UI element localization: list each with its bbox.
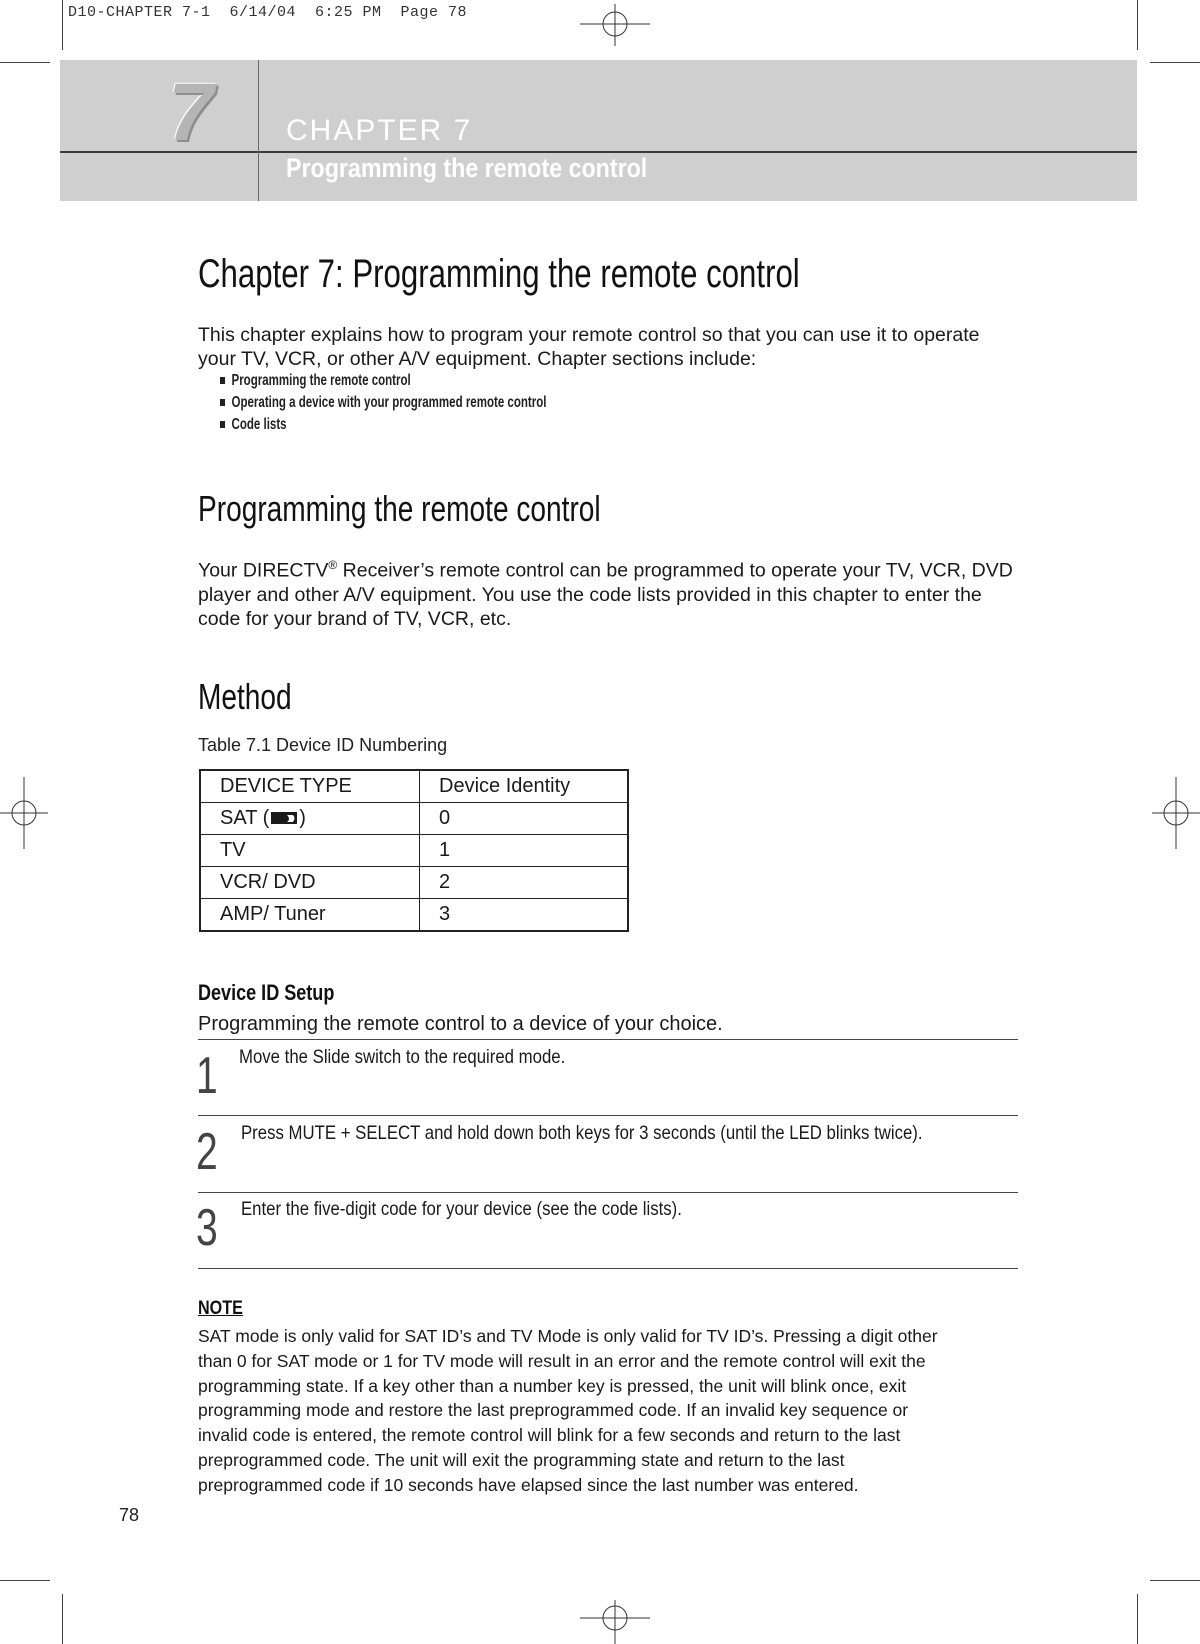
crop-mark (1150, 1580, 1200, 1581)
step-number: 1 (196, 1047, 218, 1105)
column-header: DEVICE TYPE (200, 770, 420, 803)
table-row (200, 835, 628, 867)
step-divider (198, 1268, 1018, 1269)
table-caption: Table 7.1 Device ID Numbering (198, 735, 448, 755)
chapter-subtitle: Programming the remote control (286, 153, 648, 183)
step-divider (198, 1039, 1018, 1040)
device-type-cell: SAT ( ) (200, 803, 420, 835)
device-identity-cell: 3 (420, 899, 629, 932)
crop-mark (1137, 0, 1138, 50)
device-type-cell: AMP/ Tuner (200, 899, 420, 932)
step-text: Enter the five-digit code for your device (see the code lists). (241, 1198, 682, 1220)
crop-mark (1150, 62, 1200, 63)
step-number: 3 (196, 1199, 218, 1257)
table-row (200, 867, 628, 899)
header-vertical-divider (258, 60, 259, 201)
step-text: Press MUTE + SELECT and hold down both keys for 3 seconds (until the LED blinks twice). (241, 1122, 923, 1144)
section-paragraph: Your DIRECTV® Receiver’s remote control can be programmed to operate your TV, VCR, DVD player and other A/V equipment. You use the code lists provided in this chapter to enter the code for your brand of TV, VCR, etc. (198, 558, 1013, 630)
device-identity-cell: 0 (420, 803, 629, 835)
section-list (220, 370, 673, 436)
step-divider (198, 1192, 1018, 1193)
chapter-number: 7 (168, 67, 214, 158)
step-number: 2 (196, 1123, 218, 1181)
table-row (200, 899, 628, 932)
note-text: SAT mode is only valid for SAT ID’s and TV Mode is only valid for TV ID’s. Pressing a digit other than 0 for SAT mode or 1 for TV mode will result in an error and the remote control will exit the programming state. If a key other than a number key is pressed, the unit will blink once, exit programming mode and restore the last preprogrammed code. If an invalid key sequence or invalid code is entered, the remote control will blink for a few seconds and return to the last preprogrammed code. The unit will exit the programming state and return to the last preprogrammed code if 10 seconds have elapsed since the last number was entered. (198, 1326, 938, 1495)
crop-mark (1137, 1594, 1138, 1644)
satellite-icon (269, 811, 299, 825)
bullet-square-icon (220, 421, 225, 428)
device-identity-cell: 1 (420, 835, 629, 867)
bullet-square-icon (220, 377, 225, 384)
device-type-cell: TV (200, 835, 420, 867)
device-identity-cell: 2 (420, 867, 629, 899)
crop-mark (62, 1594, 63, 1644)
step-text: Move the Slide switch to the required mode. (239, 1046, 566, 1068)
bullet-square-icon (220, 399, 225, 406)
list-item: Operating a device with your programmed remote control (220, 392, 546, 414)
chapter-label: CHAPTER 7 (286, 114, 473, 147)
list-item: Programming the remote control (220, 370, 546, 392)
crop-mark (62, 0, 63, 50)
method-heading: Method (198, 676, 292, 717)
registration-mark-icon (0, 777, 48, 849)
registration-mark-icon (1152, 777, 1200, 849)
table-header-row (200, 770, 628, 803)
device-type-cell: VCR/ DVD (200, 867, 420, 899)
registration-mark-icon (580, 1600, 650, 1644)
table-row (200, 803, 628, 835)
note-label: NOTE (198, 1298, 243, 1319)
column-header: Device Identity (420, 770, 629, 803)
crop-mark (0, 62, 50, 63)
device-id-table (199, 769, 629, 932)
list-item: Code lists (220, 414, 546, 436)
setup-heading: Device ID Setup (198, 980, 335, 1005)
registration-mark-icon (580, 4, 650, 46)
step-divider (198, 1115, 1018, 1116)
intro-paragraph: This chapter explains how to program your remote control so that you can use it to operate your TV, VCR, or other A/V equipment. Chapter sections include: (198, 324, 980, 370)
print-slug: D10-CHAPTER 7-1 6/14/04 6:25 PM Page 78 (68, 4, 468, 21)
page-title: Chapter 7: Programming the remote control (198, 252, 800, 296)
section-heading: Programming the remote control (198, 488, 601, 529)
page-number: 78 (119, 1505, 140, 1525)
crop-mark (0, 1580, 50, 1581)
setup-intro: Programming the remote control to a device of your choice. (198, 1013, 723, 1035)
